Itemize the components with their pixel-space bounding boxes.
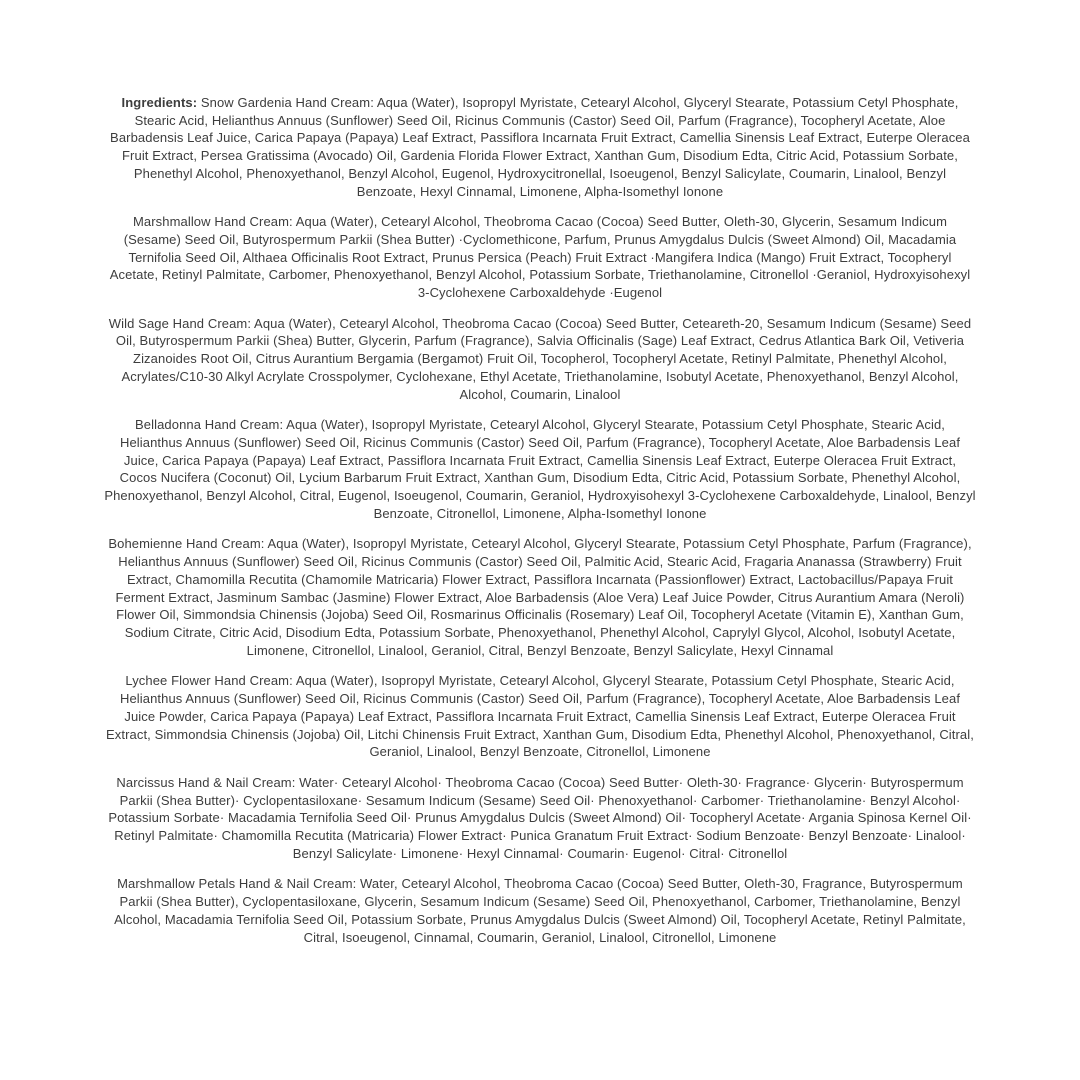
paragraph-marshmallow: Marshmallow Hand Cream: Aqua (Water), Cetearyl Alcohol, Theobroma Cacao (Cocoa) Seed Butter, Oleth-30, Glycerin, Sesamum Indicum (Sesame) Seed Oil, Butyrospermum Parkii (Shea Butter) ·Cyclomethicone, Parfum, Prunus Amygdalus Dulcis (Sweet Almond) Oil, Macadamia Ternifolia Seed Oil, Althaea Officinalis Root Extract, Prunus Persica (Peach) Fruit Extract ·Mangifera Indica (Mango) Fruit Extract, Tocopheryl Acetate, Retinyl Palmitate, Carbomer, Phenoxyethanol, Benzyl Alcohol, Potassium Sorbate, Triethanolamine, Citronellol ·Geraniol, Hydroxyisohexyl 3-Cyclohexene Carboxaldehyde ·Eugenol [109,214,971,301]
ingredients-label: Ingredients: [121,95,198,110]
paragraph-belladonna: Belladonna Hand Cream: Aqua (Water), Isopropyl Myristate, Cetearyl Alcohol, Glyceryl Stearate, Potassium Cetyl Phosphate, Stearic Acid, Helianthus Annuus (Sunflower) Seed Oil, Ricinus Communis (Castor) Seed Oil, Parfum (Fragrance), Tocopheryl Acetate, Aloe Barbadensis Leaf Juice, Carica Papaya (Papaya) Leaf Extract, Passiflora Incarnata Fruit Extract, Camellia Sinensis Leaf Extract, Euterpe Oleracea Fruit Extract, Cocos Nucifera (Coconut) Oil, Lycium Barbarum Fruit Extract, Xanthan Gum, Disodium Edta, Citric Acid, Potassium Sorbate, Phenethyl Alcohol, Phenoxyethanol, Benzyl Alcohol, Citral, Eugenol, Isoeugenol, Coumarin, Geraniol, Hydroxyisohexyl 3-Cyclohexene Carboxaldehyde, Linalool, Benzyl Benzoate, Citronellol, Limonene, Alpha-Isomethyl Ionone [104,417,976,521]
paragraph-narcissus: Narcissus Hand & Nail Cream: Water· Cetearyl Alcohol· Theobroma Cacao (Cocoa) Seed Butter· Oleth-30· Fragrance· Glycerin· Butyrospermum Parkii (Shea Butter)· Cyclopentasiloxane· Sesamum Indicum (Sesame) Seed Oil· Phenoxyethanol· Carbomer· Triethanolamine· Benzyl Alcohol· Potassium Sorbate· Macadamia Ternifolia Seed Oil· Prunus Amygdalus Dulcis (Sweet Almond) Oil· Tocopheryl Acetate· Argania Spinosa Kernel Oil· Retinyl Palmitate· Chamomilla Recutita (Matricaria) Flower Extract· Punica Granatum Fruit Extract· Sodium Benzoate· Benzyl Benzoate· Linalool· Benzyl Salicylate· Limonene· Hexyl Cinnamal· Coumarin· Eugenol· Citral· Citronellol [108,774,972,861]
paragraph-lychee-flower: Lychee Flower Hand Cream: Aqua (Water), Isopropyl Myristate, Cetearyl Alcohol, Glyceryl Stearate, Potassium Cetyl Phosphate, Stearic Acid, Helianthus Annuus (Sunflower) Seed Oil, Ricinus Communis (Castor) Seed Oil, Parfum (Fragrance), Tocopheryl Acetate, Aloe Barbadensis Leaf Juice Powder, Carica Papaya (Papaya) Leaf Extract, Passiflora Incarnata Fruit Extract, Camellia Sinensis Leaf Extract, Euterpe Oleracea Fruit Extract, Simmondsia Chinensis (Jojoba) Oil, Litchi Chinensis Fruit Extract, Xanthan Gum, Disodium Edta, Phenethyl Alcohol, Phenoxyethanol, Citral, Geraniol, Linalool, Benzyl Benzoate, Citronellol, Limonene [106,673,974,760]
paragraph-snow-gardenia [104,94,976,200]
paragraph-marshmallow-petals: Marshmallow Petals Hand & Nail Cream: Water, Cetearyl Alcohol, Theobroma Cacao (Cocoa) Seed Butter, Oleth-30, Fragrance, Butyrospermum Parkii (Shea Butter), Cyclopentasiloxane, Glycerin, Sesamum Indicum (Sesame) Seed Oil, Phenoxyethanol, Carbomer, Triethanolamine, Benzyl Alcohol, Macadamia Ternifolia Seed Oil, Potassium Sorbate, Prunus Amygdalus Dulcis (Sweet Almond) Oil, Tocopheryl Acetate, Retinyl Palmitate, Citral, Isoeugenol, Cinnamal, Coumarin, Geraniol, Linalool, Citronellol, Limonene [114,876,966,945]
paragraph-bohemienne: Bohemienne Hand Cream: Aqua (Water), Isopropyl Myristate, Cetearyl Alcohol, Glyceryl Stearate, Potassium Cetyl Phosphate, Parfum (Fragrance), Helianthus Annuus (Sunflower) Seed Oil, Ricinus Communis (Castor) Seed Oil, Palmitic Acid, Stearic Acid, Fragaria Ananassa (Strawberry) Fruit Extract, Chamomilla Recutita (Chamomile Matricaria) Flower Extract, Passiflora Incarnata (Passionflower) Extract, Lactobacillus/Papaya Fruit Ferment Extract, Jasminum Sambac (Jasmine) Flower Extract, Aloe Barbadensis (Aloe Vera) Leaf Juice Powder, Citrus Aurantium Amara (Neroli) Flower Oil, Simmondsia Chinensis (Jojoba) Seed Oil, Rosmarinus Officinalis (Rosemary) Leaf Oil, Tocopheryl Acetate (Vitamin E), Xanthan Gum, Sodium Citrate, Citric Acid, Disodium Edta, Potassium Sorbate, Phenoxyethanol, Phenethyl Alcohol, Caprylyl Glycol, Alcohol, Isobutyl Acetate, Limonene, Citronellol, Linalool, Geraniol, Citral, Benzyl Benzoate, Benzyl Salicylate, Hexyl Cinnamal [108,536,972,658]
ingredients-text-block [104,0,976,946]
paragraph-wild-sage: Wild Sage Hand Cream: Aqua (Water), Cetearyl Alcohol, Theobroma Cacao (Cocoa) Seed Butter, Ceteareth-20, Sesamum Indicum (Sesame) Seed Oil, Butyrospermum Parkii (Shea) Butter, Glycerin, Parfum (Fragrance), Salvia Officinalis (Sage) Leaf Extract, Cedrus Atlantica Bark Oil, Vetiveria Zizanoides Root Oil, Citrus Aurantium Bergamia (Bergamot) Fruit Oil, Tocopherol, Tocopheryl Acetate, Retinyl Palmitate, Phenethyl Alcohol, Acrylates/C10-30 Alkyl Acrylate Crosspolymer, Cyclohexane, Ethyl Acetate, Triethanolamine, Isobutyl Acetate, Phenoxyethanol, Benzyl Alcohol, Alcohol, Coumarin, Linalool [108,315,972,402]
paragraph-snow-gardenia-text: Snow Gardenia Hand Cream: Aqua (Water), Isopropyl Myristate, Cetearyl Alcohol, Glyceryl Stearate, Potassium Cetyl Phosphate, Stearic Acid, Helianthus Annuus (Sunflower) Seed Oil, Ricinus Communis (Castor) Seed Oil, Parfum (Fragrance), Tocopheryl Acetate, Aloe Barbadensis Leaf Juice, Carica Papaya (Papaya) Leaf Extract, Passiflora Incarnata Fruit Extract, Camellia Sinensis Leaf Extract, Euterpe Oleracea Fruit Extract, Persea Gratissima (Avocado) Oil, Gardenia Florida Flower Extract, Xanthan Gum, Disodium Edta, Citric Acid, Potassium Sorbate, Phenethyl Alcohol, Phenoxyethanol, Benzyl Alcohol, Eugenol, Hydroxycitronellal, Isoeugenol, Benzyl Salicylate, Coumarin, Linalool, Benzyl Benzoate, Hexyl Cinnamal, Limonene, Alpha-Isomethyl Ionone [110,95,970,199]
